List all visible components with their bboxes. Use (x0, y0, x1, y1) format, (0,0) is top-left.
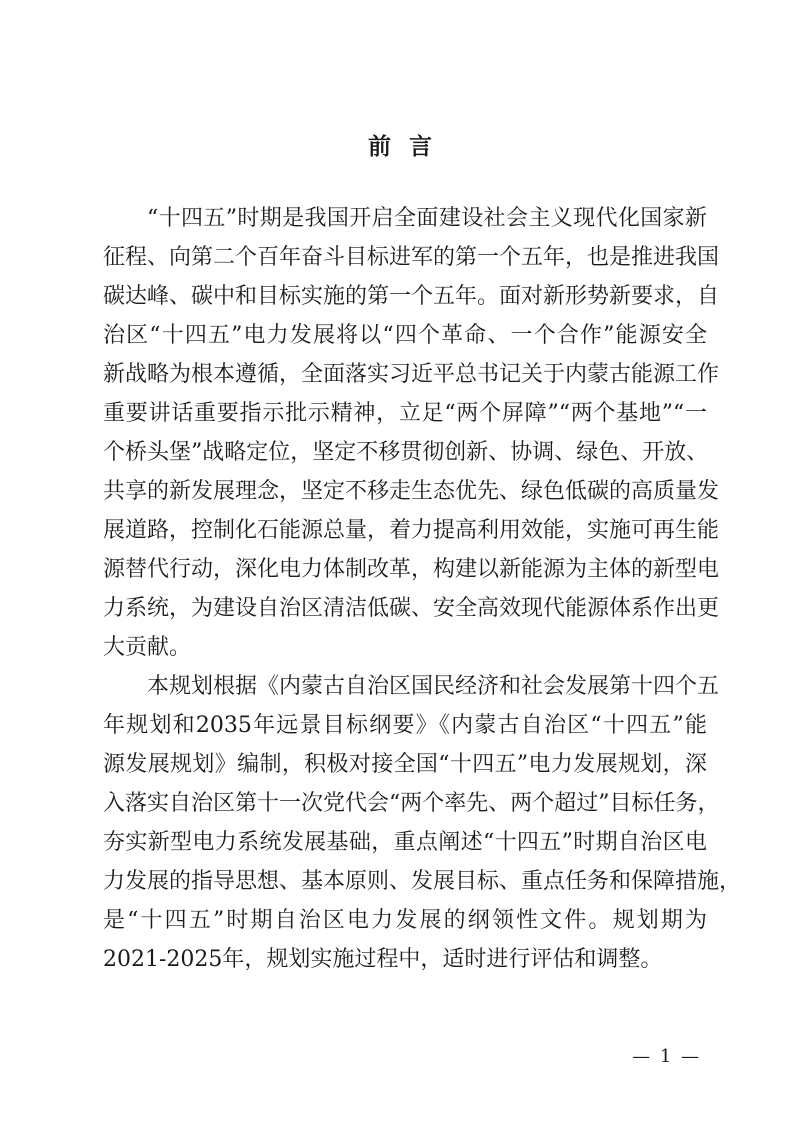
page-title: 前言 (368, 134, 450, 160)
text-line: 重要讲话重要指示批示精神，立足“两个屏障”“两个基地”“一 (103, 401, 707, 426)
text-line: 展道路，控制化石能源总量，着力提高利用效能，实施可再生能 (103, 518, 720, 543)
text-line: 夯实新型电力系统发展基础，重点阐述“十四五”时期自治区电 (103, 830, 707, 855)
text-line: 力发展的指导思想、基本原则、发展目标、重点任务和保障措施， (103, 869, 742, 894)
text-line: 征程、向第二个百年奋斗目标进军的第一个五年，也是推进我国 (103, 245, 720, 270)
paragraph-1 (103, 199, 720, 667)
text-line: 治区“十四五”电力发展将以“四个革命、一个合作”能源安全 (103, 323, 707, 348)
text-line: 年规划和2035年远景目标纲要》《内蒙古自治区“十四五”能 (103, 713, 707, 738)
text-line: 大贡献。 (103, 635, 192, 660)
text-line: 入落实自治区第十一次党代会“两个率先、两个超过”目标任务， (103, 791, 720, 816)
text-line: 2021-2025年，规划实施过程中，适时进行评估和调整。 (103, 947, 663, 972)
text-line: 共享的新发展理念，坚定不移走生态优先、绿色低碳的高质量发 (103, 479, 720, 504)
text-line: 是“十四五”时期自治区电力发展的纲领性文件。规划期为 (103, 908, 707, 933)
text-line: 碳达峰、碳中和目标实施的第一个五年。面对新形势新要求，自 (103, 284, 720, 309)
text-line: 力系统，为建设自治区清洁低碳、安全高效现代能源体系作出更 (103, 596, 720, 621)
text-line: 源发展规划》编制，积极对接全国“十四五”电力发展规划，深 (103, 752, 707, 777)
text-line: “十四五”时期是我国开启全面建设社会主义现代化国家新 (147, 206, 707, 231)
document-body (103, 199, 742, 979)
text-line: 新战略为根本遵循，全面落实习近平总书记关于内蒙古能源工作 (103, 362, 720, 387)
text-line: 本规划根据《内蒙古自治区国民经济和社会发展第十四个五 (147, 674, 720, 699)
text-line: 源替代行动，深化电力体制改革，构建以新能源为主体的新型电 (103, 557, 720, 582)
paragraph-2 (103, 667, 742, 979)
text-line: 个桥头堡”战略定位，坚定不移贯彻创新、协调、绿色、开放、 (103, 440, 709, 465)
page-number: — 1 — (632, 1046, 701, 1067)
